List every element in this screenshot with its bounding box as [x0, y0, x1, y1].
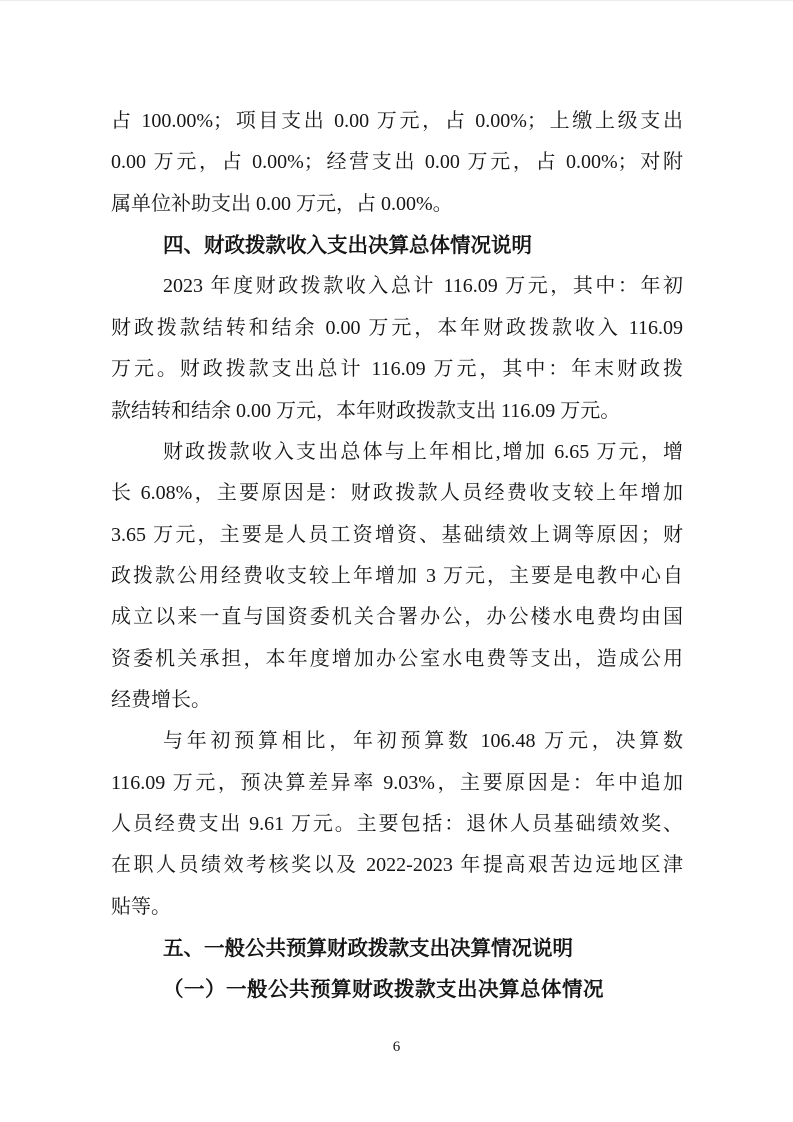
section-five-heading: 五、一般公共预算财政拨款支出决算情况说明 [163, 937, 573, 961]
body-line: 资委机关承担，本年度增加办公室水电费等支出，造成公用 [111, 647, 683, 670]
body-line: 成立以来一直与国资委机关合署办公，办公楼水电费均由国 [111, 606, 683, 629]
body-line: 长 6.08%，主要原因是：财政拨款人员经费收支较上年增加 [111, 482, 683, 505]
body-line: 款结转和结余 0.00 万元，本年财政拨款支出 116.09 万元。 [111, 399, 621, 422]
section-four-heading: 四、财政拨款收入支出决算总体情况说明 [163, 234, 532, 258]
body-line: 占 100.00%；项目支出 0.00 万元，占 0.00%；上缴上级支出 [111, 110, 683, 132]
body-line: 3.65 万元，主要是人员工资增资、基础绩效上调等原因；财 [111, 523, 683, 546]
section-five-subsection-one-heading: （一）一般公共预算财政拨款支出决算总体情况 [163, 978, 604, 1001]
body-line: 116.09 万元，预决算差异率 9.03%，主要原因是：年中追加 [111, 771, 683, 794]
body-line: 财政拨款结转和结余 0.00 万元，本年财政拨款收入 116.09 [111, 316, 683, 339]
body-line: 与年初预算相比，年初预算数 106.48 万元，决算数 [163, 730, 683, 753]
page-body-text [111, 101, 683, 1011]
body-line: 贴等。 [111, 895, 171, 918]
body-line: 财政拨款收入支出总体与上年相比,增加 6.65 万元，增 [163, 440, 683, 463]
body-line: 人员经费支出 9.61 万元。主要包括：退休人员基础绩效奖、 [111, 813, 683, 836]
body-line: 万元。财政拨款支出总计 116.09 万元，其中：年末财政拨 [111, 358, 683, 381]
body-line: 经费增长。 [111, 689, 211, 712]
body-line: 在职人员绩效考核奖以及 2022-2023 年提高艰苦边远地区津 [111, 854, 683, 877]
body-line: 2023 年度财政拨款收入总计 116.09 万元，其中：年初 [163, 275, 683, 298]
body-line: 属单位补助支出 0.00 万元，占 0.00%。 [111, 192, 453, 215]
page-number: 6 [392, 1039, 401, 1055]
body-line: 0.00 万元，占 0.00%；经营支出 0.00 万元，占 0.00%；对附 [111, 151, 683, 174]
body-line: 政拨款公用经费收支较上年增加 3 万元，主要是电教中心自 [111, 564, 683, 587]
